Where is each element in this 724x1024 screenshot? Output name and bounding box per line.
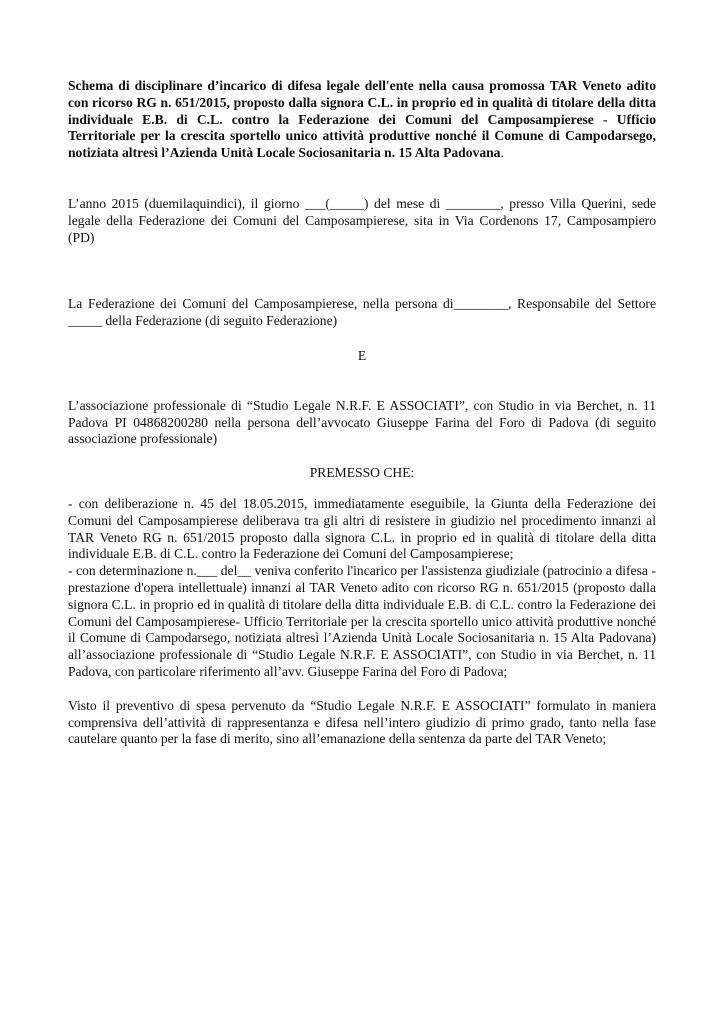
paragraph-determinazione: - con determinazione n.___ del__ veniva conferito l'incarico per l'assistenza giudiziale (patrocinio a difesa - prestazione d'opera intellettuale) innanzi al TAR Veneto adito con ricorso RG n. 651/2015 (proposto dalla signora C.L. in proprio ed in qualità di titolare della ditta individuale E.B. di C.L. contro la Federazione dei Comuni del Camposampierese- Ufficio Territoriale per la crescita sportello unico attività produttive nonché il Comune di Campodarsego, notiziata altresì l’Azienda Unità Locale Sociosanitaria n. 15 Alta Padovana) all’associazione professionale di “Studio Legale N.R.F. E ASSOCIATI”, con Studio in via Berchet, n. 11 Padova, con particolare riferimento all’avv. Giuseppe Farina del Foro di Padova;: [68, 563, 656, 679]
title-text: Schema di disciplinare d’incarico di difesa legale dell'ente nella causa promossa TAR Veneto adito con ricorso RG n. 651/2015, proposto dalla signora C.L. in proprio ed in qualità di titolare della ditta individuale E.B. di C.L. contro la Federazione dei Comuni del Camposampierese - Ufficio Territoriale per la crescita sportello unico attività produttive nonché il Comune di Campodarsego, notiziata altresì l’Azienda Unità Locale Sociosanitaria n. 15 Alta Padovana: [68, 78, 656, 161]
paragraph-visto: Visto il preventivo di spesa pervenuto da “Studio Legale N.R.F. E ASSOCIATI” formulato in maniera comprensiva dell’attività di rappresentanza e difesa nell’intero giudizio di primo grado, tanto nella fase cautelare quanto per la fase di merito, sino all’emanazione della sentenza da parte del TAR Veneto;: [68, 697, 656, 747]
paragraph-deliberazione: - con deliberazione n. 45 del 18.05.2015, immediatamente eseguibile, la Giunta della Federazione dei Comuni del Camposampierese deliberava tra gli altri di resistere in giudizio nel procedimento innanzi al TAR Veneto RG n. 651/2015 proposto dalla signora C.L. in proprio ed in qualità di titolare della ditta individuale E.B. di C.L. contro la Federazione dei Comuni del Camposampierese;: [68, 495, 656, 562]
paragraph-associazione: L’associazione professionale di “Studio Legale N.R.F. E ASSOCIATI”, con Studio in via Berchet, n. 11 Padova PI 04868200280 nella persona dell’avvocato Giuseppe Farina del Foro di Padova (di seguito associazione professionale): [68, 397, 656, 447]
document-page: [68, 78, 656, 748]
paragraph-federazione: La Federazione dei Comuni del Camposampierese, nella persona di________, Responsabile del Settore _____ della Federazione (di seguito Federazione): [68, 296, 656, 329]
e-separator: E: [357, 347, 367, 363]
document-title: [68, 78, 656, 162]
paragraph-anno: L’anno 2015 (duemilaquindici), il giorno ___(_____) del mese di ________, presso Villa Querini, sede legale della Federazione dei Comuni del Camposampierese, sita in Via Cordenons 17, Camposampiero (PD): [68, 195, 656, 245]
title-period: .: [500, 145, 504, 161]
premesso-heading: PREMESSO CHE:: [309, 465, 415, 481]
